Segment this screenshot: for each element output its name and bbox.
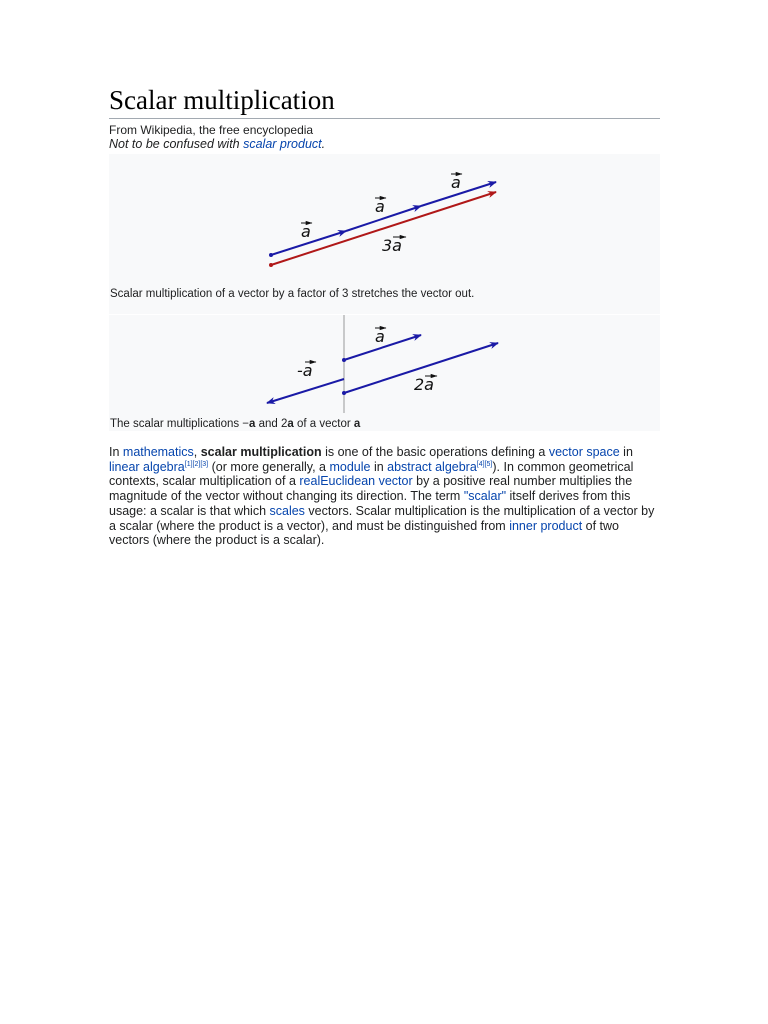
tagline: From Wikipedia, the free encyclopedia xyxy=(109,123,314,137)
module-link[interactable]: module xyxy=(329,459,371,474)
text: in xyxy=(370,459,388,474)
figure-scalar-triple xyxy=(109,154,660,314)
label-a-2: a xyxy=(375,197,385,216)
reference-link[interactable]: [1][2][3] xyxy=(184,460,209,468)
real-link[interactable]: real xyxy=(299,474,321,489)
intro-paragraph xyxy=(109,445,660,548)
figure-caption-1: Scalar multiplication of a vector by a factor of 3 stretches the vector out. xyxy=(110,288,475,300)
hatnote-prefix: Not to be confused with xyxy=(109,137,244,151)
vector-diagram-3a xyxy=(109,154,660,284)
text: of two vectors (where the product is a scalar). xyxy=(109,518,619,548)
text: in xyxy=(619,445,633,459)
caption2-bold-1: a xyxy=(249,418,256,430)
caption2-bold-3: a xyxy=(353,418,361,430)
scales-link[interactable]: scales xyxy=(269,503,305,518)
text: by a positive real number multiplies the magnitude of the vector without changing its direction. The term xyxy=(109,474,633,504)
caption2-text-2: and 2 xyxy=(255,418,288,430)
figure-caption-2 xyxy=(110,417,360,431)
label-a-1: a xyxy=(301,222,311,241)
scalar-product-link[interactable]: scalar product xyxy=(243,137,322,151)
euclidean-vector-link[interactable]: Euclidean vector xyxy=(320,474,413,489)
label-2a: 2a xyxy=(414,375,434,394)
text: (or more generally, a xyxy=(208,459,330,474)
label-3a: 3a xyxy=(382,236,402,255)
label-a-3: a xyxy=(451,173,461,192)
scalar-link[interactable]: "scalar" xyxy=(463,489,507,504)
vector-diagram-2a xyxy=(109,315,660,415)
article xyxy=(109,84,660,548)
mathematics-link[interactable]: mathematics xyxy=(122,445,194,459)
hatnote xyxy=(109,137,660,152)
label-a: a xyxy=(375,327,385,346)
reference-link[interactable]: [4][5] xyxy=(476,460,493,468)
text: , xyxy=(193,445,201,459)
abstract-algebra-link[interactable]: abstract algebra xyxy=(387,459,477,474)
caption2-text-3: of a vector xyxy=(293,418,354,430)
caption2-text-1: The scalar multiplications − xyxy=(110,418,250,430)
text: is one of the basic operations defining a xyxy=(321,445,549,459)
vector-neg-a xyxy=(267,379,344,403)
figure-negative-and-double xyxy=(109,315,660,431)
text: In xyxy=(109,445,123,459)
text: itself derives from this usage: a scalar is that which xyxy=(109,489,631,518)
text: vectors. Scalar multiplication is the multiplication of a vector by a scalar (where the product is a vector), and must be distinguished from xyxy=(109,503,655,533)
label-neg-a: -a xyxy=(297,361,313,380)
hatnote-suffix: . xyxy=(321,137,326,151)
text: ). In common geometrical contexts, scalar multiplication of a xyxy=(109,459,634,489)
linear-algebra-link[interactable]: linear algebra xyxy=(109,459,185,474)
page-title: Scalar multiplication xyxy=(109,84,660,119)
caption2-bold-2: a xyxy=(287,418,294,430)
inner-product-link[interactable]: inner product xyxy=(509,518,583,533)
vector-space-link[interactable]: vector space xyxy=(548,445,620,459)
term-bold: scalar multiplication xyxy=(200,445,322,459)
